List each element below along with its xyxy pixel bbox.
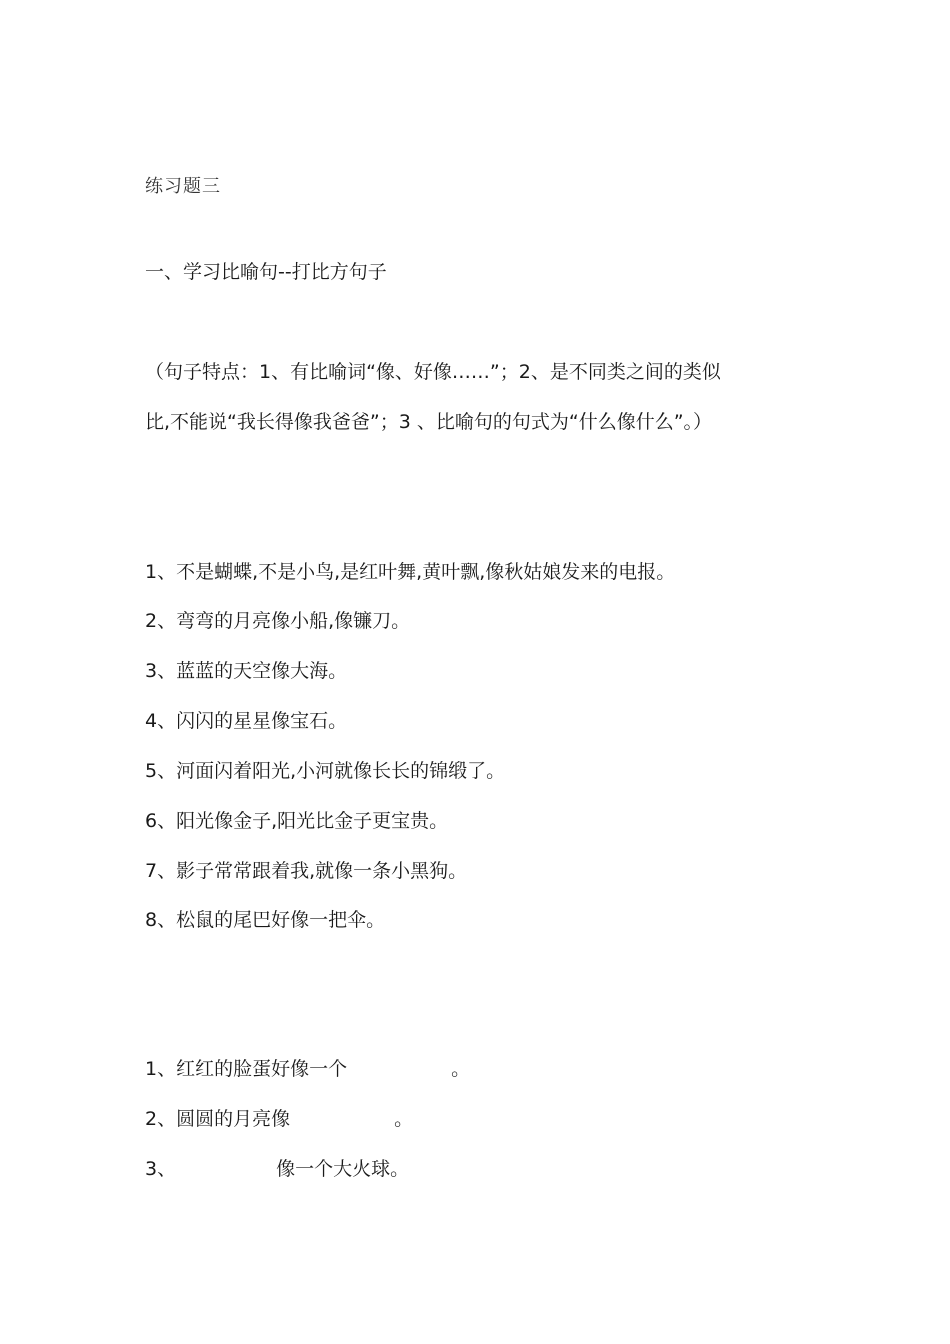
exercise-item xyxy=(145,1106,413,1132)
exercise-ending: 。 xyxy=(394,1108,414,1130)
example-sentence: 5、河面闪着阳光,小河就像长长的锦缎了。 xyxy=(145,760,506,782)
exercise-ending: 像一个大火球。 xyxy=(276,1158,410,1180)
example-sentence: 6、阳光像金子,阳光比金子更宝贵。 xyxy=(145,810,449,832)
note-line-2: 比,不能说“我长得像我爸爸”；3 、比喻句的句式为“什么像什么”。） xyxy=(145,411,713,433)
exercise-item xyxy=(145,1156,409,1182)
exercise-ending: 。 xyxy=(451,1058,471,1080)
example-sentence: 1、不是蝴蝶,不是小鸟,是红叶舞,黄叶飘,像秋姑娘发来的电报。 xyxy=(145,561,676,583)
example-sentence: 2、弯弯的月亮像小船,像镰刀。 xyxy=(145,610,411,632)
exercise-prompt: 2、圆圆的月亮像 xyxy=(145,1108,291,1130)
example-sentence: 3、蓝蓝的天空像大海。 xyxy=(145,660,348,682)
example-sentence: 4、闪闪的星星像宝石。 xyxy=(145,710,348,732)
exercise-prompt: 3、 xyxy=(145,1158,177,1180)
note-line-1: （句子特点：1、有比喻词“像、好像……”；2、是不同类之间的类似 xyxy=(145,361,721,383)
example-sentence: 8、松鼠的尾巴好像一把伞。 xyxy=(145,909,386,931)
page-title: 练习题三 xyxy=(145,176,221,197)
example-sentence: 7、影子常常跟着我,就像一条小黑狗。 xyxy=(145,860,468,882)
exercise-prompt: 1、红红的脸蛋好像一个 xyxy=(145,1058,348,1080)
section-heading: 一、学习比喻句--打比方句子 xyxy=(145,261,387,283)
exercise-item xyxy=(145,1056,470,1082)
